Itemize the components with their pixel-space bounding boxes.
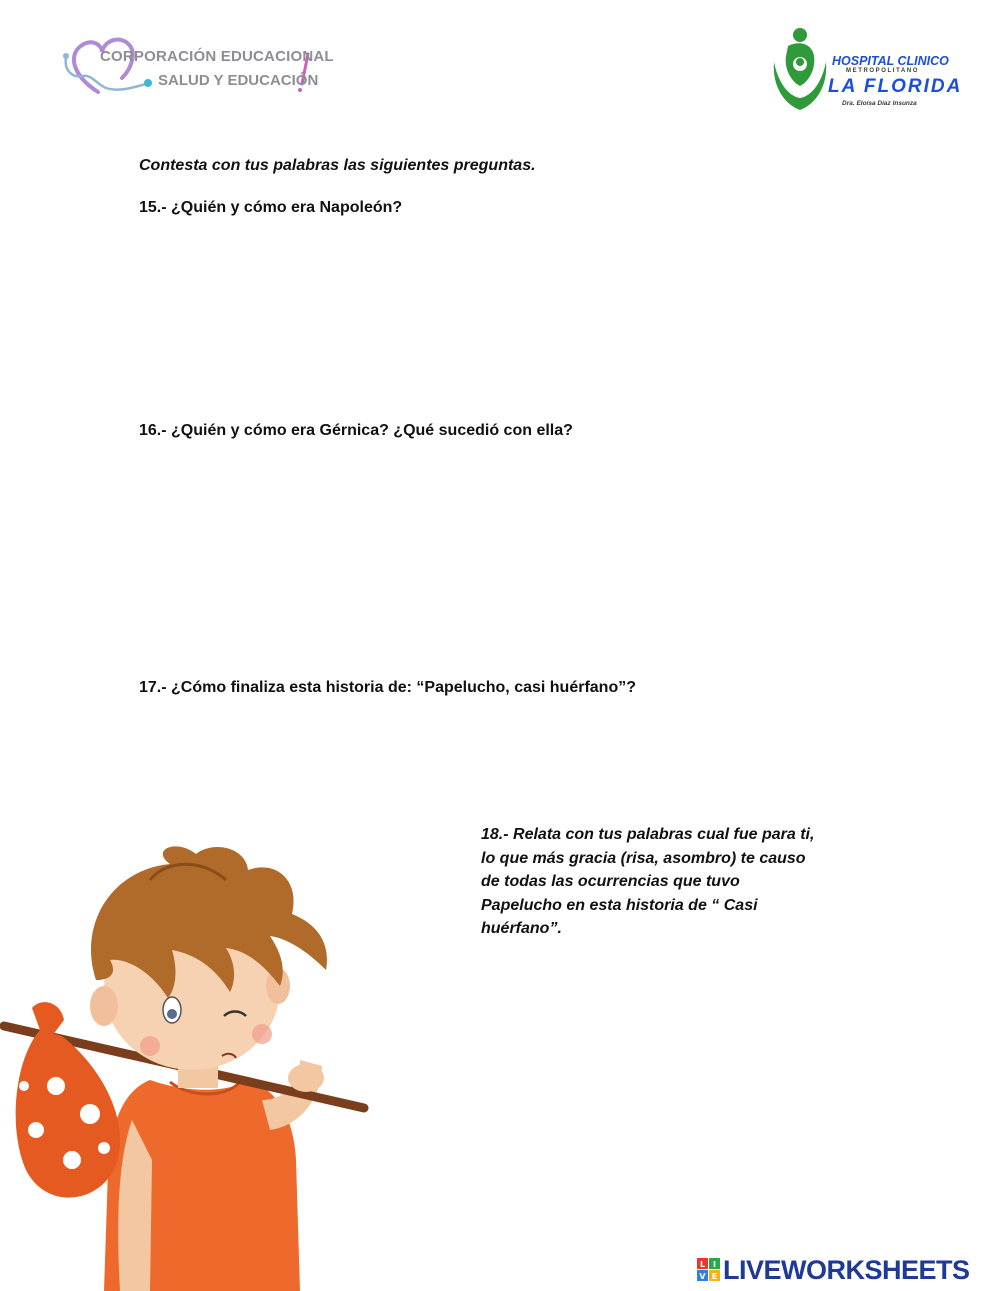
question-17: 17.- ¿Cómo finaliza esta historia de: “Papelucho, casi huérfano”? (139, 679, 636, 696)
hospital-logo (770, 26, 980, 114)
question-18-line: de todas las ocurrencias que tuvo (481, 873, 740, 890)
badge-letter: I (713, 1260, 716, 1269)
question-18-line: huérfano”. (481, 920, 562, 937)
hospital-logo-line3: LA FLORIDA (828, 76, 963, 97)
hospital-logo-line1: HOSPITAL CLINICO (832, 54, 949, 68)
question-18-line: 18.- Relata con tus palabras cual fue para ti, (481, 826, 815, 843)
question-18 (481, 823, 881, 941)
instructions-text: Contesta con tus palabras las siguientes preguntas. (139, 157, 536, 174)
liveworksheets-wordmark: LIVEWORKSHEETS (723, 1255, 970, 1285)
badge-letter: E (711, 1272, 718, 1281)
corporacion-logo (62, 34, 334, 100)
question-16: 16.- ¿Quién y cómo era Gérnica? ¿Qué sucedió con ella? (139, 422, 573, 439)
hospital-logo-line4: Dra. Eloísa Díaz Insunza (842, 100, 917, 107)
question-18-line: Papelucho en esta historia de “ Casi (481, 896, 758, 914)
badge-letter: V (699, 1272, 706, 1281)
liveworksheets-badge-icon (697, 1258, 721, 1282)
heart-stethoscope-icon (62, 34, 322, 100)
corporacion-logo-line2: SALUD Y EDUCACIÓN (158, 72, 319, 89)
mother-child-icon (770, 26, 830, 112)
question-18-line: lo que más gracia (risa, asombro) te causo (481, 849, 806, 867)
corporacion-logo-line1: CORPORACIÓN EDUCACIONAL (100, 48, 334, 65)
question-15: 15.- ¿Quién y cómo era Napoleón? (139, 199, 403, 216)
boy-with-bindle-icon (0, 830, 470, 1291)
badge-letter: L (699, 1260, 706, 1269)
hospital-logo-line2: METROPOLITANO (846, 68, 920, 74)
liveworksheets-brand (697, 1255, 997, 1285)
